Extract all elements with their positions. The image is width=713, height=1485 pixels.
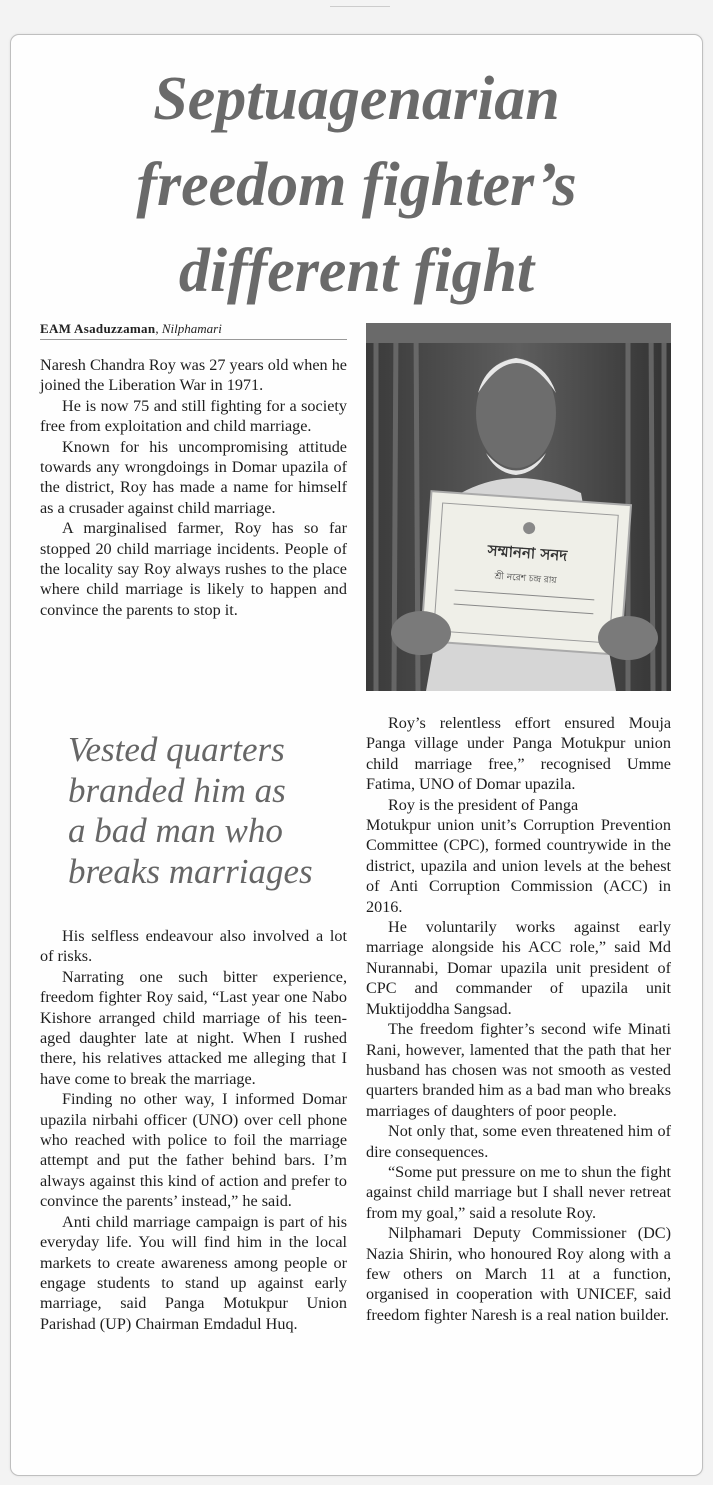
- byline-rule: [40, 339, 347, 340]
- paragraph: Finding no other way, I informed Domar upazila nirbahi officer (UNO) over cell phone who reached with police to foil the marriage attempt and put the father behind bars. I’m always against this kind of action and prefer to convince the parents’ instead,” he said.: [40, 1090, 347, 1211]
- page-top-mark: [330, 0, 390, 7]
- column-1-top: [40, 355, 347, 620]
- paragraph: His selfless endeavour also involved a lot of risks.: [40, 927, 347, 966]
- column-2: [366, 713, 671, 1325]
- headline: [0, 56, 713, 314]
- certificate-name: শ্রী নরেশ চন্দ্র রায়: [494, 571, 557, 587]
- byline: EAM Asaduzzaman, Nilphamari: [40, 321, 222, 336]
- paragraph: Narrating one such bitter experience, freedom fighter Roy said, “Last year one Nabo Kishore arranged child marriage of his teen-aged daughter late at night. When I rushed there, his relatives attacked me alleging that I have come to break the marriage.: [40, 967, 347, 1088]
- paragraph: Known for his uncompromising attitude towards any wrongdoings in Domar upazila of the district, Roy has made a name for himself as a crusader against child marriage.: [40, 437, 347, 517]
- photo-roy-with-certificate: [366, 323, 671, 691]
- headline-line: different fight: [178, 237, 535, 305]
- paragraph: Naresh Chandra Roy was 27 years old when he joined the Liberation War in 1971.: [40, 356, 347, 395]
- paragraph: A marginalised farmer, Roy has so far stopped 20 child marriage incidents. People of the locality say Roy always rushes to the place where child marriage is likely to happen and convince the parents to stop it.: [40, 519, 347, 619]
- column-1-bottom: [40, 926, 347, 1334]
- paragraph: Roy is the president of Panga: [388, 795, 579, 814]
- paragraph: Motukpur union unit’s Corruption Prevention Committee (CPC), formed countrywide in the district, upazila and union levels at the behest of Anti Corruption Commission (ACC) in 2016.: [366, 816, 671, 916]
- pull-quote-line: a bad man who: [68, 811, 283, 850]
- byline-location: Nilphamari: [161, 321, 222, 336]
- paragraph: Roy’s relentless effort ensured Mouja Panga village under Panga Motukpur union child marriage free,” recognised Umme Fatima, UNO of Domar upazila.: [366, 714, 671, 794]
- pull-quote: [68, 730, 348, 892]
- headline-line: Septuagenarian: [153, 65, 560, 133]
- paragraph: He is now 75 and still fighting for a society free from exploitation and child marriage.: [40, 396, 347, 436]
- paragraph: Anti child marriage campaign is part of his everyday life. You will find him in the local markets to create awareness among people or engage students to stand up against early marriage, said Panga Motukpur Union Parishad (UP) Chairman Emdadul Huq.: [40, 1212, 347, 1333]
- paragraph: He voluntarily works against early marriage alongside his ACC role,” said Md Nurannabi, Domar upazila unit president of CPC and commander of upazila unit Muktijoddha Sangsad.: [366, 918, 671, 1018]
- pull-quote-line: Vested quarters: [68, 730, 285, 769]
- paragraph: Nilphamari Deputy Commissioner (DC) Nazia Shirin, who honoured Roy along with a few others on March 11 at a function, organised in cooperation with UNICEF, said freedom fighter Naresh is a real nation builder.: [366, 1224, 671, 1324]
- certificate-title: সম্মাননা সনদ: [487, 541, 568, 565]
- paragraph: Not only that, some even threatened him of dire consequences.: [366, 1122, 671, 1161]
- byline-author: EAM Asaduzzaman: [40, 321, 156, 336]
- pull-quote-line: branded him as: [68, 770, 286, 810]
- paragraph: “Some put pressure on me to shun the fight against child marriage but I shall never retreat from my goal,” said a resolute Roy.: [366, 1162, 671, 1222]
- paragraph: The freedom fighter’s second wife Minati Rani, however, lamented that the path that her husband has chosen was not smooth as vested quarters branded him as a bad man who breaks marriages of daughters of poor people.: [366, 1020, 671, 1120]
- headline-line: freedom fighter’s: [136, 151, 577, 219]
- pull-quote-line: breaks marriages: [68, 851, 313, 891]
